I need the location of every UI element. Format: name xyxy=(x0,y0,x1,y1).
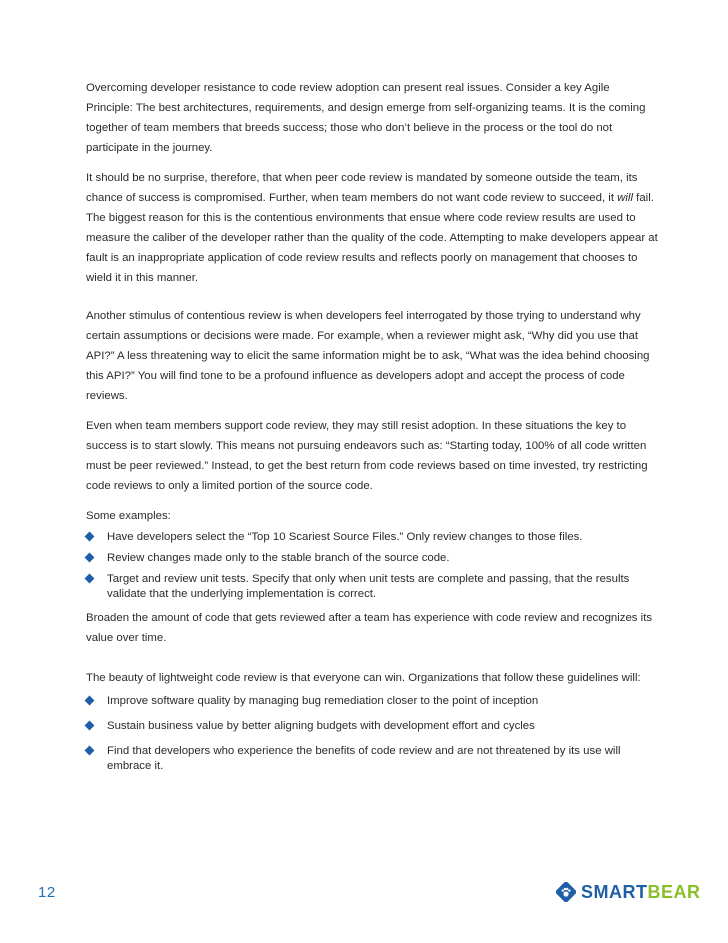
smartbear-logo xyxy=(556,880,701,904)
diamond-bullet-icon xyxy=(85,696,95,706)
paragraph-some-examples: Some examples: xyxy=(86,510,171,522)
paragraph-beauty: The beauty of lightweight code review is that everyone can win. Organizations that follow these guidelines will: xyxy=(86,672,641,684)
list-item-text: Target and review unit tests. Specify that only when unit tests are complete and passing, that the results validate that the underlying implementation is correct. xyxy=(107,573,630,600)
emphasis-will: will xyxy=(617,192,633,204)
list-item xyxy=(86,694,658,709)
list-item xyxy=(86,530,658,545)
list-item xyxy=(86,572,658,602)
list-item xyxy=(86,744,658,774)
list-item xyxy=(86,719,658,734)
list-item xyxy=(86,551,658,566)
logo-smart-text: SMART xyxy=(581,882,648,902)
logo-wordmark xyxy=(581,880,701,904)
diamond-bullet-icon xyxy=(85,553,95,563)
document-body xyxy=(86,78,658,784)
outcomes-list xyxy=(86,694,658,774)
logo-bear-text: BEAR xyxy=(647,882,701,902)
list-item-text: Find that developers who experience the benefits of code review and are not threatened by its use will embrace it. xyxy=(107,745,621,772)
page-number: 12 xyxy=(38,884,56,901)
list-item-text: Have developers select the “Top 10 Scariest Source Files.” Only review changes to those files. xyxy=(107,531,583,543)
diamond-bullet-icon xyxy=(85,532,95,542)
examples-list xyxy=(86,530,658,602)
paragraph-contentious-review: Another stimulus of contentious review is when developers feel interrogated by those trying to understand why certain assumptions or decisions were made. For example, when a reviewer might ask, “Why did you use that API?” A less threatening way to elicit the same information might be to ask, “What was the idea behind choosing this API?” You will find tone to be a profound influence as developers adopt and accept the process of code reviews. xyxy=(86,310,650,402)
diamond-bullet-icon xyxy=(85,721,95,731)
paragraph-broaden: Broaden the amount of code that gets reviewed after a team has experience with code review and recognizes its value over time. xyxy=(86,612,653,644)
paragraph-mandated-review-part1: It should be no surprise, therefore, that when peer code review is mandated by someone outside the team, its chance of success is compromised. Further, when team members do not want code review to succeed, it xyxy=(86,172,638,204)
paragraph-mandated-review-part2: fail. The biggest reason for this is the contentious environments that ensue where code review results are used to measure the caliber of the developer rather than the quality of the code. Attempting to make developers appear at fault is an inappropriate application of code review results and reflects poorly on management that chooses to wield it in this manner. xyxy=(86,192,658,284)
diamond-bullet-icon xyxy=(85,746,95,756)
list-item-text: Sustain business value by better aligning budgets with development effort and cycles xyxy=(107,720,535,732)
bear-paw-icon xyxy=(556,882,576,902)
list-item-text: Review changes made only to the stable branch of the source code. xyxy=(107,552,450,564)
diamond-bullet-icon xyxy=(85,574,95,584)
paragraph-mandated-review xyxy=(86,168,658,288)
paragraph-agile-principle: Overcoming developer resistance to code review adoption can present real issues. Consider a key Agile Principle: The best architectures, requirements, and design emerge from self-organizing teams. It is the coming together of team members that breeds success; those who don’t believe in the process or the tool do not participate in the journey. xyxy=(86,82,646,154)
paragraph-start-slowly: Even when team members support code review, they may still resist adoption. In these situations the key to success is to start slowly. This means not pursuing endeavors such as: “Starting today, 100% of all code written must be peer reviewed.” Instead, to get the best return from code reviews based on time invested, try restricting code reviews to only a limited portion of the source code. xyxy=(86,420,648,492)
list-item-text: Improve software quality by managing bug remediation closer to the point of inception xyxy=(107,695,539,707)
